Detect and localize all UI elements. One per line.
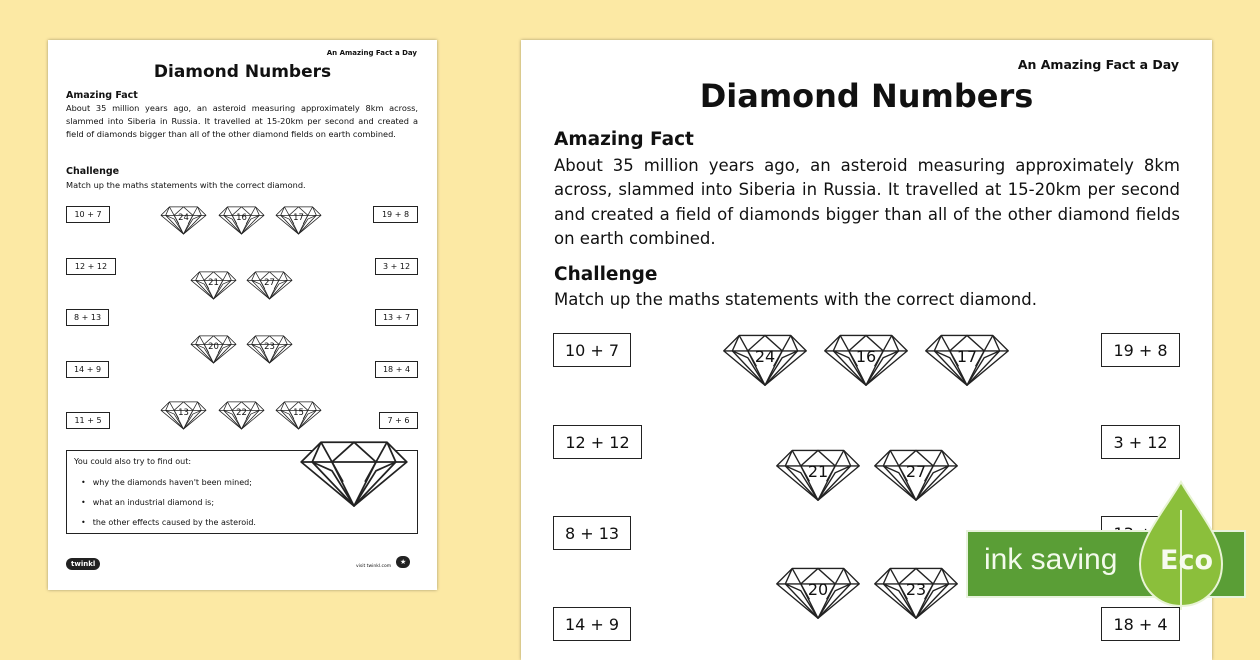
tagline: An Amazing Fact a Day bbox=[326, 49, 417, 57]
twinkl-logo: twinkl bbox=[66, 558, 100, 570]
statement-box-right-4: 18 + 4 bbox=[1101, 607, 1180, 641]
worksheet-thumbnail[interactable] bbox=[48, 40, 437, 590]
fact-text: About 35 million years ago, an asteroid measuring approximately 8km across, slammed into Siberia in Russia. It travelled at 15-20km per second and created a field of diamonds bigger than all of the other diamond fields on earth combined. bbox=[66, 103, 418, 139]
diamond-15: 15 bbox=[275, 400, 322, 430]
statement-box-right-1: 19 + 8 bbox=[373, 206, 418, 223]
statement-box-right-1: 19 + 8 bbox=[1101, 333, 1180, 367]
diamond-22: 22 bbox=[218, 400, 265, 430]
hint-box bbox=[66, 450, 418, 534]
fact-text: About 35 million years ago, an asteroid measuring approximately 8km across, slammed into Siberia in Russia. It travelled at 15-20km per second and created a field of diamonds bigger than all of the other diamond fields on earth combined. bbox=[554, 156, 1180, 248]
statement-box-left-2: 12 + 12 bbox=[66, 258, 116, 275]
statement-box-left-1: 10 + 7 bbox=[66, 206, 110, 223]
diamond-16: 16 bbox=[218, 205, 265, 235]
hint-intro: You could also try to find out: bbox=[74, 457, 192, 466]
diamond-17: 17 bbox=[924, 332, 1010, 387]
diamond-23: 23 bbox=[873, 565, 959, 620]
fact-heading: Amazing Fact bbox=[66, 90, 138, 101]
challenge-heading: Challenge bbox=[554, 264, 658, 285]
challenge-heading: Challenge bbox=[66, 166, 120, 177]
hint-list bbox=[81, 473, 256, 533]
statement-box-left-3: 8 + 13 bbox=[66, 309, 109, 326]
diamond-16: 16 bbox=[823, 332, 909, 387]
footer-url: visit twinkl.com bbox=[356, 564, 392, 569]
diamond-20: 20 bbox=[190, 334, 237, 364]
statement-box-right-2: 3 + 12 bbox=[375, 258, 418, 275]
statement-box-left-4: 14 + 9 bbox=[66, 361, 109, 378]
page-title: Diamond Numbers bbox=[699, 77, 1034, 115]
statement-box-right-4: 18 + 4 bbox=[375, 361, 418, 378]
challenge-text: Match up the maths statements with the correct diamond. bbox=[66, 180, 306, 190]
fact-heading: Amazing Fact bbox=[554, 129, 694, 150]
diamond-20: 20 bbox=[775, 565, 861, 620]
hint-item: • why the diamonds haven't been mined; bbox=[81, 473, 256, 493]
hint-item: • what an industrial diamond is; bbox=[81, 493, 256, 513]
diamond-23: 23 bbox=[246, 334, 293, 364]
diamond-21: 21 bbox=[775, 447, 861, 502]
twinkl-badge: ★ bbox=[396, 556, 410, 568]
diamond-13: 13 bbox=[160, 400, 207, 430]
tagline: An Amazing Fact a Day bbox=[1017, 57, 1179, 72]
large-diamond-illustration bbox=[299, 437, 409, 509]
diamond-24: 24 bbox=[160, 205, 207, 235]
hint-item: • the other effects caused by the asteroid. bbox=[81, 513, 256, 533]
statement-box-left-1: 10 + 7 bbox=[553, 333, 631, 367]
statement-box-right-3: 13 + 7 bbox=[375, 309, 418, 326]
statement-box-left-2: 12 + 12 bbox=[553, 425, 642, 459]
statement-box-left-5: 11 + 5 bbox=[66, 412, 110, 429]
challenge-text: Match up the maths statements with the correct diamond. bbox=[554, 290, 1037, 309]
page-title: Diamond Numbers bbox=[153, 62, 332, 82]
eco-label: Eco bbox=[1160, 545, 1213, 576]
statement-box-left-4: 14 + 9 bbox=[553, 607, 631, 641]
diamond-17: 17 bbox=[275, 205, 322, 235]
diamond-21: 21 bbox=[190, 270, 237, 300]
diamond-24: 24 bbox=[722, 332, 808, 387]
ink-saving-label: ink saving bbox=[984, 543, 1118, 576]
statement-box-right-5: 7 + 6 bbox=[379, 412, 418, 429]
statement-box-right-2: 3 + 12 bbox=[1101, 425, 1180, 459]
diamond-27: 27 bbox=[873, 447, 959, 502]
statement-box-left-3: 8 + 13 bbox=[553, 516, 631, 550]
diamond-27: 27 bbox=[246, 270, 293, 300]
